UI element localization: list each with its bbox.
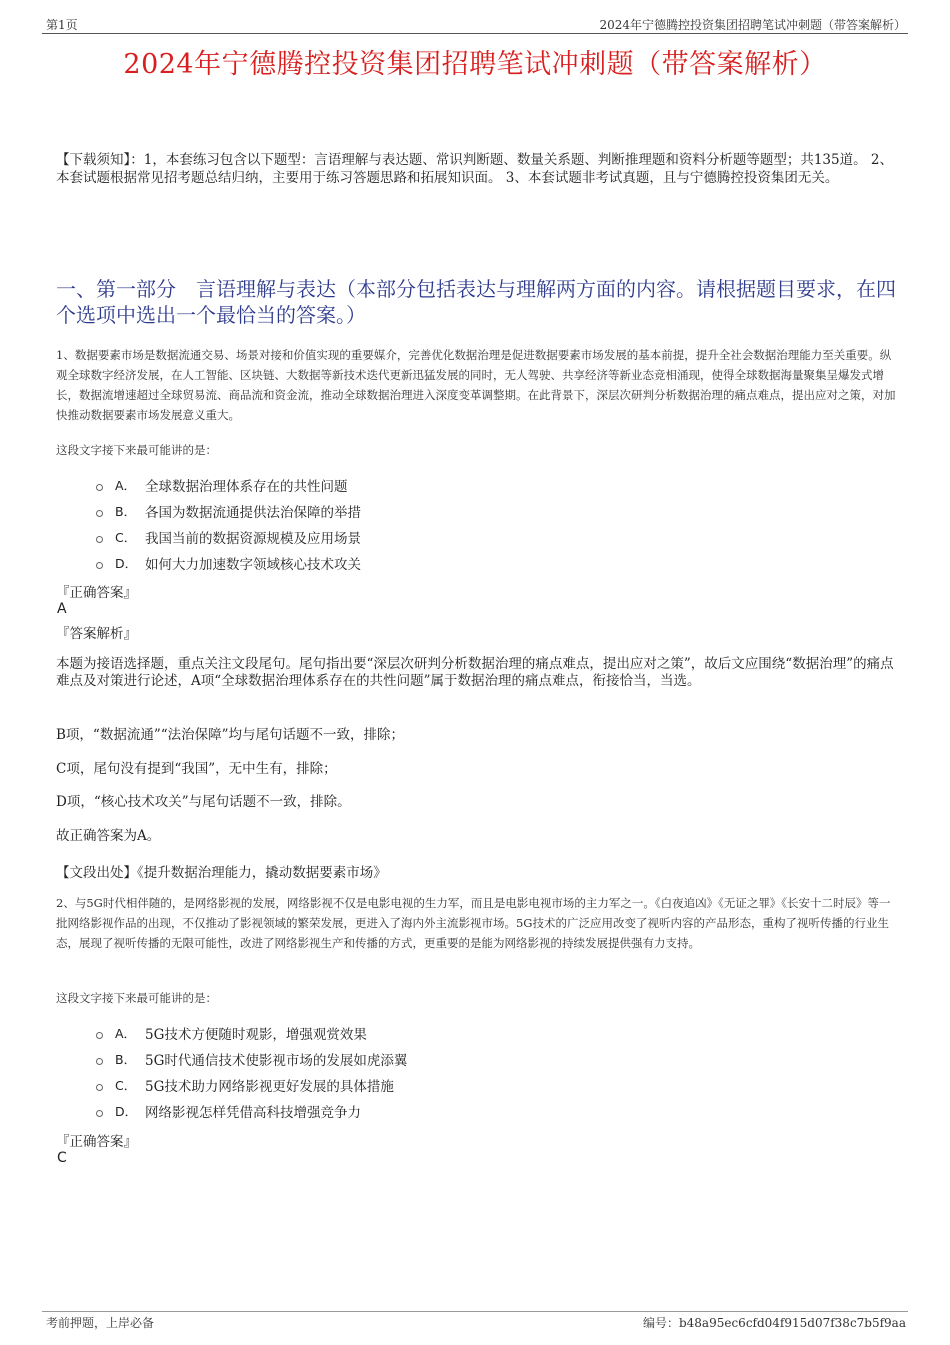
header-document-title: 2024年宁德腾控投资集团招聘笔试冲刺题（带答案解析） — [599, 18, 906, 32]
radio-icon[interactable] — [96, 1084, 103, 1091]
option-c[interactable] — [96, 1072, 407, 1098]
option-a[interactable] — [96, 1020, 407, 1046]
analysis-paragraph-5: 故正确答案为A。 — [56, 828, 161, 844]
radio-icon[interactable] — [96, 1058, 103, 1065]
question-2-prompt: 这段文字接下来最可能讲的是： — [56, 991, 217, 1005]
question-1-analysis-label: 『答案解析』 — [56, 626, 137, 642]
question-1-answer-label: 『正确答案』 — [56, 585, 137, 601]
option-text: 网络影视怎样凭借高科技增强竞争力 — [145, 1105, 361, 1121]
option-label: C． — [115, 1078, 137, 1093]
header-divider — [42, 33, 908, 34]
analysis-paragraph-2: B项，“数据流通”“法治保障”均与尾句话题不一致，排除； — [56, 727, 405, 743]
option-label: A． — [115, 478, 137, 493]
radio-icon[interactable] — [96, 1110, 103, 1117]
question-1-source: 【文段出处】《提升数据治理能力，撬动数据要素市场》 — [56, 865, 387, 881]
header-page-number: 第1页 — [46, 18, 78, 32]
option-d[interactable] — [96, 550, 361, 576]
question-2-answer: C — [57, 1150, 67, 1166]
option-a[interactable] — [96, 472, 361, 498]
option-label: D． — [115, 556, 138, 571]
option-label: D． — [115, 1104, 138, 1119]
analysis-paragraph-3: C项，尾句没有提到“我国”，无中生有，排除； — [56, 761, 337, 777]
radio-icon[interactable] — [96, 562, 103, 569]
option-text: 如何大力加速数字领域核心技术攻关 — [145, 557, 361, 573]
radio-icon[interactable] — [96, 536, 103, 543]
question-1-options — [96, 472, 361, 576]
page-title: 2024年宁德腾控投资集团招聘笔试冲刺题（带答案解析） — [123, 49, 827, 80]
section-title: 一、第一部分 言语理解与表达（本部分包括表达与理解两方面的内容。请根据题目要求，在四个选项中选出一个最恰当的答案。） — [56, 277, 896, 327]
download-notice: 【下载须知】：1，本套练习包含以下题型：言语理解与表达题、常识判断题、数量关系题、判断推理题和资料分析题等题型；共135道。 2、本套试题根据常见招考题总结归纳，主要用于练习答题思路和拓展知识面。 3、本套试题非考试真题，且与宁德腾控投资集团无关。 — [56, 152, 893, 186]
question-2-answer-label: 『正确答案』 — [56, 1134, 137, 1150]
question-1-text: 1、数据要素市场是数据流通交易、场景对接和价值实现的重要媒介，完善优化数据治理是促进数据要素市场发展的基本前提，提升全社会数据治理能力至关重要。纵观全球数字经济发展，在人工智能、区块链、大数据等新技术迭代更新迅猛发展的同时，无人驾驶、共享经济等新业态竞相涌现，使得全球数据海量聚集呈爆发式增长，数据流增速超过全球贸易流、商品流和资金流，推动全球数据治理进入深度变革调整期。在此背景下，深层次研判分析数据治理的痛点难点，提出应对之策，对加快推动数据要素市场发展意义重大。 — [56, 348, 896, 422]
option-text: 5G技术方便随时观影，增强观赏效果 — [145, 1027, 367, 1043]
option-text: 5G技术助力网络影视更好发展的具体措施 — [145, 1079, 394, 1095]
option-label: B． — [115, 504, 137, 519]
radio-icon[interactable] — [96, 1032, 103, 1039]
radio-icon[interactable] — [96, 484, 103, 491]
question-2-options — [96, 1020, 407, 1124]
footer-document-id: 编号：b48a95ec6cfd04f915d07f38c7b5f9aa — [642, 1316, 906, 1330]
question-2-text: 2、与5G时代相伴随的，是网络影视的发展，网络影视不仅是电影电视的生力军，而且是电影电视市场的主力军之一。《白夜追凶》《无证之罪》《长安十二时辰》等一批网络影视作品的出现，不仅推动了影视领域的繁荣发展，更进入了海内外主流影视市场。5G技术的广泛应用改变了视听内容的产品形态，重构了视听传播的行业生态，展现了视听传播的无限可能性，改进了网络影视生产和传播的方式，更重要的是能为网络影视的持续发展提供强有力支持。 — [56, 896, 891, 950]
footer-slogan: 考前押题，上岸必备 — [46, 1316, 155, 1330]
analysis-paragraph-1: 本题为接语选择题，重点关注文段尾句。尾句指出要“深层次研判分析数据治理的痛点难点，提出应对之策”，故后文应围绕“数据治理”的痛点难点及对策进行论述，A项“全球数据治理体系存在的共性问题”属于数据治理的痛点难点，衔接恰当，当选。 — [56, 656, 894, 689]
option-d[interactable] — [96, 1098, 407, 1124]
option-b[interactable] — [96, 1046, 407, 1072]
option-text: 各国为数据流通提供法治保障的举措 — [145, 505, 361, 521]
footer-divider — [42, 1311, 908, 1312]
option-text: 5G时代通信技术使影视市场的发展如虎添翼 — [145, 1053, 408, 1069]
radio-icon[interactable] — [96, 510, 103, 517]
option-label: B． — [115, 1052, 137, 1067]
option-c[interactable] — [96, 524, 361, 550]
option-label: C． — [115, 530, 137, 545]
option-label: A． — [115, 1026, 137, 1041]
analysis-paragraph-4: D项，“核心技术攻关”与尾句话题不一致，排除。 — [56, 794, 351, 810]
option-text: 我国当前的数据资源规模及应用场景 — [145, 531, 361, 547]
option-text: 全球数据治理体系存在的共性问题 — [145, 479, 348, 495]
question-1-prompt: 这段文字接下来最可能讲的是： — [56, 443, 217, 457]
question-1-answer: A — [57, 601, 67, 617]
option-b[interactable] — [96, 498, 361, 524]
